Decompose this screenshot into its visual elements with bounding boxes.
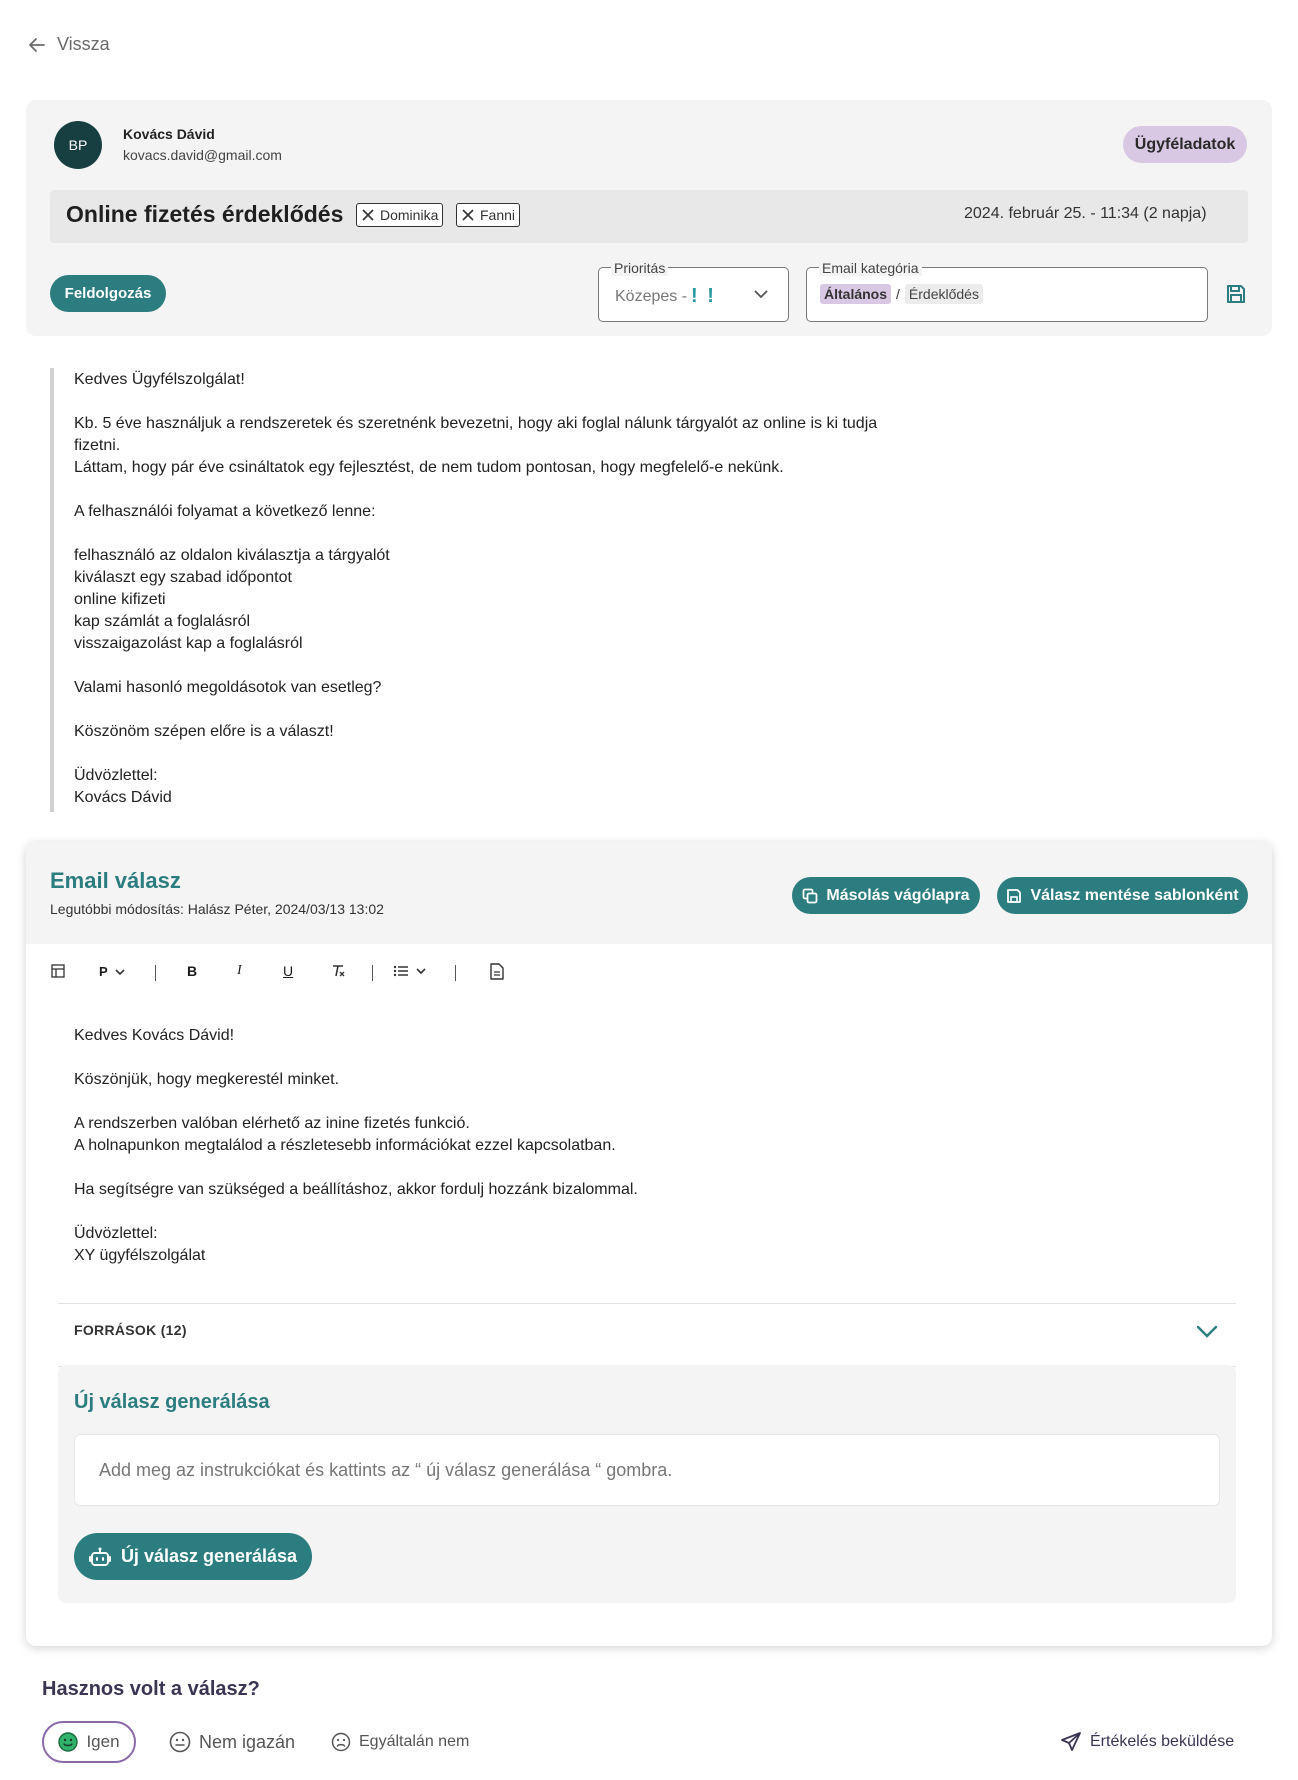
save-icon [1006,888,1022,904]
category-sub-chip[interactable]: Érdeklődés [905,284,983,304]
generate-title: Új válasz generálása [74,1391,270,1413]
feedback-question: Hasznos volt a válasz? [42,1678,260,1700]
chevron-down-icon [415,966,427,976]
sender-email: kovacs.david@gmail.com [123,147,282,163]
reply-body[interactable]: Kedves Kovács Dávid! Köszönjük, hogy megkerestél minket. A rendszerben valóban elérhető az inine fizetés funkció. A holnapunkon megtalálod a részletesebb információkat ezzel kapcsolatban. Ha segítségre van szükséged a beállításhoz, akkor fordulj hozzánk bizalommal. Üdvözlettel: XY ügyfélszolgálat [74,1027,638,1264]
email-body: Kedves Ügyfélszolgálat! Kb. 5 éve használjuk a rendszeretek és szeretnénk bevezetni, hogy aki foglal nálunk tárgyalót az online is ki tudja fizetni. Láttam, hogy pár éve csináltatok egy fejlesztést, de nem tudom pontosan, hogy megfelelő-e nekünk. A felhasználói folyamat a következő lenne: felhasználó az oldalon kiválasztja a tárgyalót kiválaszt egy szabad időpontot online kifizeti kap számlát a foglalásról visszaigazolást kap a foglalásról Valami hasonló megoldásotok van esetleg? Köszönöm szépen előre is a választ! Üdvözlettel: Kovács Dávid [74,371,878,806]
chevron-down-icon[interactable] [1196,1325,1218,1339]
send-icon [1060,1731,1082,1753]
arrow-left-icon [27,35,47,55]
close-icon[interactable] [461,208,475,222]
reply-title: Email válasz [50,868,181,893]
sources-toggle[interactable]: FORRÁSOK (12) [74,1322,187,1338]
copy-icon [802,888,818,904]
list-icon [393,965,409,977]
feedback-not-at-all-label: Egyáltalán nem [359,1733,470,1750]
submit-feedback-label: Értékelés beküldése [1090,1733,1235,1750]
smile-icon [58,1732,78,1752]
generate-reply-button[interactable] [74,1533,312,1580]
category-separator: / [896,286,900,302]
save-icon[interactable] [1225,283,1247,305]
feedback-not-really-label: Nem igazán [199,1731,296,1752]
list-select[interactable] [393,965,427,977]
feedback-yes-button[interactable] [42,1721,136,1763]
italic-button[interactable]: I [237,963,242,978]
category-main-chip[interactable]: Általános [820,284,891,304]
back-label: Vissza [57,34,110,54]
assignee-tag-fanni[interactable] [456,203,520,227]
paragraph-select[interactable] [99,964,126,979]
priority-text: Közepes - [615,287,688,305]
clear-format-icon[interactable] [330,963,346,979]
toolbar-divider [155,965,156,981]
back-link[interactable] [27,34,110,55]
document-icon[interactable] [490,963,504,980]
sad-face-icon [331,1732,351,1752]
toolbar-divider [372,965,373,981]
priority-value [615,285,716,308]
table-icon[interactable] [51,964,65,978]
email-date: 2024. február 25. - 11:34 (2 napja) [964,205,1207,222]
toolbar-divider [455,965,456,981]
process-button[interactable]: Feldolgozás [50,275,166,312]
assignee-name: Dominika [380,207,439,223]
category-label: Email kategória [819,260,922,276]
feedback-yes-label: Igen [86,1732,120,1751]
feedback-not-at-all-button[interactable] [331,1732,469,1752]
save-as-template-button[interactable] [997,877,1248,914]
instruction-input[interactable]: Add meg az instrukciókat és kattints az “ új válasz generálása “ gombra. [74,1434,1220,1506]
priority-marks: ! ! [691,285,716,307]
underline-button[interactable]: U [283,963,294,979]
priority-label: Prioritás [611,260,668,276]
robot-icon [89,1546,111,1568]
assignee-name: Fanni [480,207,516,223]
save-template-label: Válasz mentése sablonként [1030,886,1239,904]
assignee-tag-dominika[interactable] [356,203,443,227]
copy-to-clipboard-button[interactable] [792,877,980,914]
divider [58,1303,1236,1304]
avatar: BP [54,121,102,169]
paragraph-label: P [99,964,108,979]
bold-button[interactable]: B [187,963,198,979]
neutral-face-icon [169,1731,191,1753]
chevron-down-icon [753,287,769,301]
last-modified: Legutóbbi módosítás: Halász Péter, 2024/03/13 13:02 [50,901,384,917]
submit-feedback-button[interactable] [1060,1731,1234,1753]
copy-label: Másolás vágólapra [826,886,970,904]
generate-button-label: Új válasz generálása [120,1546,298,1566]
chevron-down-icon [114,967,126,977]
quote-bar [50,368,54,812]
email-subject: Online fizetés érdeklődés [66,201,344,227]
close-icon[interactable] [361,208,375,222]
category-chips [820,284,983,304]
customer-data-button[interactable]: Ügyféladatok [1123,126,1247,163]
feedback-not-really-button[interactable] [169,1731,295,1753]
sender-name: Kovács Dávid [123,126,215,142]
